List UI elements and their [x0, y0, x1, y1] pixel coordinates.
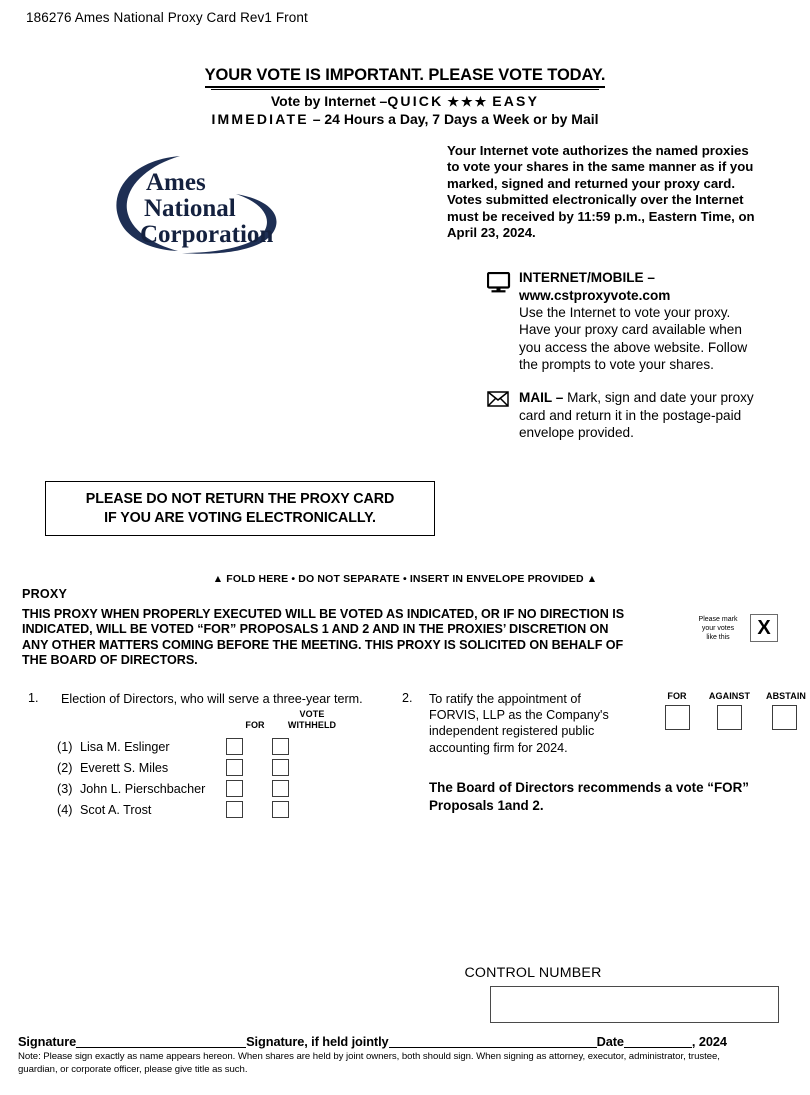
- signature-row: [18, 1034, 796, 1049]
- headline-vote-by-internet: Vote by Internet –: [270, 93, 388, 109]
- nominee-row: [28, 801, 398, 822]
- nominee-name: Everett S. Miles: [80, 761, 169, 775]
- nominee-row: [28, 780, 398, 801]
- internet-method-text-line: Have your proxy card available when: [519, 322, 742, 338]
- proposal-2-checkboxes: [657, 705, 807, 733]
- nominee-name: Scot A. Trost: [80, 803, 152, 817]
- internet-method-text-line: you access the above website. Follow: [519, 339, 748, 355]
- fold-here-instruction: ▲ FOLD HERE • DO NOT SEPARATE • INSERT IN ENVELOPE PROVIDED ▲: [212, 573, 598, 585]
- nominee-4-withheld-checkbox[interactable]: [272, 801, 289, 818]
- envelope-icon: [487, 391, 513, 412]
- signature-line[interactable]: [76, 1047, 246, 1048]
- nominee-3-withheld-checkbox[interactable]: [272, 780, 289, 797]
- proposal-2-text: [429, 691, 644, 756]
- nominee-1-withheld-checkbox[interactable]: [272, 738, 289, 755]
- signature-year: , 2024: [691, 1034, 727, 1049]
- internet-method-title: INTERNET/MOBILE –: [519, 270, 655, 285]
- footer-note: [18, 1051, 800, 1076]
- proxy-statement-line: INDICATED, WILL BE VOTED “FOR” PROPOSALS 1 AND 2 AND IN THE PROXIES’ DISCRETION ON: [22, 622, 609, 637]
- proposal-2: [402, 691, 807, 813]
- board-recommendation: [429, 779, 769, 814]
- headline-quick: QUICK: [387, 93, 444, 109]
- board-recommendation-line: The Board of Directors recommends a vote “FOR”: [429, 780, 749, 795]
- date-line[interactable]: [624, 1047, 692, 1048]
- proposal-1-col-withheld-top: VOTE: [299, 709, 325, 719]
- mark-instruction-line: Please mark: [698, 615, 738, 623]
- voting-method-mail-body: [519, 389, 797, 442]
- do-not-return-line-2: IF YOU ARE VOTING ELECTRONICALLY.: [104, 509, 376, 526]
- nominee-number: (3): [57, 782, 73, 796]
- nominee-3-for-checkbox[interactable]: [226, 780, 243, 797]
- mark-instruction-line: like this: [706, 633, 730, 641]
- headline-hours: – 24 Hours a Day, 7 Days a Week or by Mail: [312, 111, 599, 127]
- logo-line-3: Corporation: [140, 221, 274, 248]
- proposal-1-number: 1.: [28, 691, 39, 705]
- logo-line-2: National: [144, 195, 236, 222]
- date-label: Date: [596, 1034, 624, 1049]
- proposal-2-number: 2.: [402, 691, 413, 705]
- nominee-4-for-checkbox[interactable]: [226, 801, 243, 818]
- proxy-statement: [22, 607, 684, 668]
- footer-note-line: Note: Please sign exactly as name appears hereon. When shares are held by joint owners, both should sign. When signing as attorney, executor, administrator, trustee,: [18, 1051, 720, 1062]
- proposal-1-col-for: FOR: [245, 720, 265, 730]
- board-recommendation-line: Proposals 1and 2.: [429, 797, 544, 813]
- nominee-2-for-checkbox[interactable]: [226, 759, 243, 776]
- headline-main: YOUR VOTE IS IMPORTANT. PLEASE VOTE TODAY.: [205, 66, 606, 88]
- nominee-name: Lisa M. Eslinger: [80, 740, 170, 754]
- proposal-2-text-line: independent registered public: [429, 724, 595, 739]
- proxy-statement-line: THE BOARD OF DIRECTORS.: [22, 652, 198, 667]
- proxy-statement-line: THIS PROXY WHEN PROPERLY EXECUTED WILL BE VOTED AS INDICATED, OR IF NO DIRECTION IS: [22, 607, 625, 621]
- proposal-2-col-for: FOR: [667, 691, 687, 701]
- mail-method-first-line: [519, 389, 797, 407]
- mail-method-title: MAIL –: [519, 390, 564, 405]
- nominee-2-withheld-checkbox[interactable]: [272, 759, 289, 776]
- proposal-2-abstain-checkbox[interactable]: [772, 705, 797, 730]
- cstproxyvote-link[interactable]: www.cstproxyvote.com: [519, 287, 671, 303]
- voting-method-mail: [487, 389, 797, 442]
- nominee-name: John L. Pierschbacher: [80, 782, 206, 796]
- proposal-1-nominee-list: [28, 738, 398, 822]
- internet-note-line: must be received by 11:59 p.m., Eastern Time, on: [447, 208, 755, 224]
- internet-note-line: Your Internet vote authorizes the named proxies: [447, 143, 749, 158]
- voting-method-internet: [487, 270, 797, 374]
- control-number-label-text: CONTROL NUMBER: [464, 965, 602, 981]
- ames-national-corporation-logo: [108, 150, 308, 260]
- internet-note-line: marked, signed and returned your proxy card.: [447, 175, 736, 191]
- proposal-1-title: Election of Directors, who will serve a three-year term.: [61, 692, 363, 706]
- control-number-label: [0, 965, 810, 981]
- proposal-2-column-headers: [657, 691, 807, 705]
- signature-label: Signature: [18, 1034, 77, 1049]
- stars-icon: ★★★: [447, 94, 489, 109]
- voting-method-internet-body: [519, 270, 797, 374]
- joint-signature-line[interactable]: [389, 1047, 597, 1048]
- do-not-return-line-1: PLEASE DO NOT RETURN THE PROXY CARD: [85, 491, 395, 507]
- mail-method-text-line: envelope provided.: [519, 425, 634, 441]
- proposal-2-col-abstain: ABSTAIN: [765, 691, 807, 701]
- internet-note-line: to vote your shares in the same manner as if you: [447, 159, 754, 175]
- monitor-icon: [487, 272, 513, 298]
- proposal-2-col-against: AGAINST: [708, 691, 751, 701]
- mark-instruction-line: your votes: [701, 624, 735, 632]
- nominee-number: (2): [57, 761, 73, 775]
- headline-block: [0, 66, 810, 128]
- headline-line-3: [0, 111, 810, 128]
- internet-method-text-line: Use the Internet to vote your proxy.: [519, 304, 731, 320]
- nominee-number: (1): [57, 740, 73, 754]
- proposal-2-for-checkbox[interactable]: [665, 705, 690, 730]
- proposal-1-column-headers: [218, 709, 338, 739]
- proposal-1-col-withheld-bottom: WITHHELD: [287, 719, 337, 730]
- nominee-row: [28, 738, 398, 759]
- mark-instruction: [692, 614, 792, 642]
- footer-note-line: guardian, or corporate officer, please give title as such.: [18, 1063, 248, 1075]
- headline-easy: EASY: [492, 93, 540, 109]
- proposal-2-text-line: To ratify the appointment of: [429, 692, 581, 706]
- proposal-2-against-checkbox[interactable]: [717, 705, 742, 730]
- proposal-2-text-line: FORVIS, LLP as the Company's: [429, 708, 609, 723]
- logo-line-1: Ames: [146, 169, 206, 196]
- internet-method-text-line: the prompts to vote your shares.: [519, 357, 714, 373]
- headline-line-2: [0, 93, 810, 110]
- proposal-1: [28, 691, 398, 822]
- proposal-1-col-withheld: [281, 709, 343, 730]
- proxy-statement-line: ANY OTHER MATTERS COMING BEFORE THE MEETING. THIS PROXY IS SOLICITED ON BEHALF OF: [22, 637, 624, 652]
- headline-immediate: IMMEDIATE: [211, 111, 309, 127]
- internet-note-line: Votes submitted electronically over the Internet: [447, 192, 744, 208]
- joint-signature-label: Signature, if held jointly: [246, 1034, 389, 1049]
- mark-instruction-text: [692, 615, 744, 642]
- nominee-1-for-checkbox[interactable]: [226, 738, 243, 755]
- nominee-number: (4): [57, 803, 73, 817]
- proposal-2-text-line: accounting firm for 2024.: [429, 740, 568, 755]
- mark-example-box: X: [750, 614, 778, 642]
- file-label: 186276 Ames National Proxy Card Rev1 Front: [26, 10, 308, 25]
- mail-method-text-line: card and return it in the postage-paid: [519, 407, 742, 423]
- control-number-field[interactable]: [490, 986, 779, 1023]
- internet-note-line: April 23, 2024.: [447, 225, 536, 241]
- do-not-return-notice: [45, 481, 435, 536]
- proxy-label: PROXY: [22, 587, 68, 601]
- do-not-return-notice-text: [86, 490, 394, 527]
- mail-method-text-line: Mark, sign and date your proxy: [567, 390, 754, 405]
- nominee-row: [28, 759, 398, 780]
- internet-vote-note: [447, 143, 799, 241]
- headline-rule: [211, 89, 599, 90]
